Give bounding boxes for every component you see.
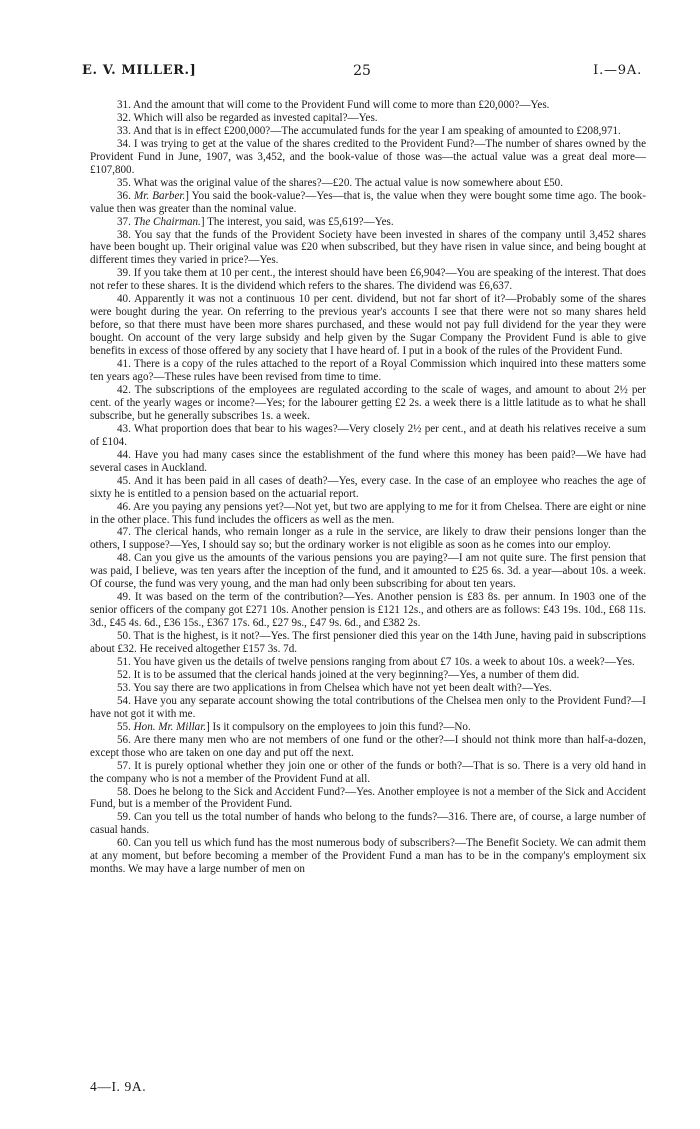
evidence-paragraph: 42. The subscriptions of the employees are regulated according to the scale of wages, and amount to about 2½ per cent. of the yearly wages or income?—Yes; for the labourer getting £2 2s. a week there is a little latitude as to what he shall subscribe, but he generally subscribes 1s. a week. <box>90 383 646 422</box>
evidence-paragraph: 57. It is purely optional whether they join one or other of the funds or both?—That is so. There is a very old hand in the company who is not a member of the Provident Fund at all. <box>90 759 646 785</box>
question-number: 36. <box>117 189 135 202</box>
evidence-paragraph: 31. And the amount that will come to the Provident Fund will come to more than £20,000?—Yes. <box>117 99 550 111</box>
question-number: 37. <box>117 215 134 228</box>
paragraph-text: ] The interest, you said, was £5,619?—Yes. <box>200 215 394 228</box>
evidence-paragraph: 54. Have you any separate account showing the total contributions of the Chelsea men only to the Provident Fund?—I have not got it with me. <box>90 694 646 720</box>
evidence-paragraph: 51. You have given us the details of twelve pensions ranging from about £7 10s. a week to about 10s. a week?—Yes. <box>117 655 635 668</box>
document-reference: I.—9A. <box>593 63 642 78</box>
printer-signature: 4—I. 9A. <box>90 1079 147 1094</box>
evidence-paragraph: 33. And that is in effect £200,000?—The accumulated funds for the year I am speaking of amounted to £208,971. <box>117 124 621 137</box>
evidence-paragraph: 44. Have you had many cases since the establishment of the fund where this money has been paid?—We have had several cases in Auckland. <box>90 448 646 474</box>
evidence-paragraph: 38. You say that the funds of the Provident Society have been invested in shares of the company until 3,452 shares have been bought up. Their original value was £20 when subscribed, but they have risen in value since, and being bought at different times they varied in price?—Yes. <box>90 228 646 267</box>
evidence-body <box>90 99 646 876</box>
evidence-paragraph <box>90 190 646 216</box>
page-number: 25 <box>353 63 371 79</box>
evidence-paragraph <box>90 216 646 229</box>
evidence-paragraph: 49. It was based on the term of the contribution?—Yes. Another pension is £83 8s. per annum. In 1903 one of the senior officers of the company got £271 10s. Another pension is £121 12s., and others are as follows: £43 19s. 10d., £68 11s. 3d., £45 4s. 6d., £36 15s., £367 17s. 6d., £27 9s., £47 9s. 6d., and £382 2s. <box>90 591 646 630</box>
evidence-paragraph: 50. That is the highest, is it not?—Yes. The first pensioner died this year on the 14th June, having paid in subscriptions about £32. He received altogether £157 3s. 7d. <box>90 630 646 656</box>
speaker-name: Hon. Mr. Millar. <box>133 720 207 733</box>
evidence-paragraph: 35. What was the original value of the shares?—£20. The actual value is now somewhere about £50. <box>117 176 563 189</box>
question-number: 55. <box>117 720 134 733</box>
evidence-paragraph: 48. Can you give us the amounts of the various pensions you are paying?—I am not quite sure. The first pension that was paid, I believe, was ten years after the inception of the fund, and it amounted to £25 6s. 3d. a year—about 10s. a week. Of course, the fund was very young, and the man had only been subscribing for about ten years. <box>90 552 646 591</box>
paragraph-text: ] Is it compulsory on the employees to join this fund?—No. <box>206 720 471 733</box>
paragraph-text: ] You said the book-value?—Yes—that is, the value when they were bought some time ago. The book-value then was greater than the nominal value. <box>90 189 646 215</box>
evidence-paragraph: 43. What proportion does that bear to his wages?—Very closely 2½ per cent., and at death his relatives receive a sum of £104. <box>90 422 646 448</box>
evidence-paragraph <box>90 721 646 734</box>
evidence-paragraph: 53. You say there are two applications in from Chelsea which have not yet been dealt with?—Yes. <box>117 681 552 694</box>
witness-name: E. V. MILLER.] <box>82 63 197 78</box>
evidence-paragraph: 58. Does he belong to the Sick and Accident Fund?—Yes. Another employee is not a member of the Sick and Accident Fund, but is a member of the Provident Fund. <box>90 785 646 811</box>
evidence-paragraph: 45. And it has been paid in all cases of death?—Yes, every case. In the case of an employee who reaches the age of sixty he is entitled to a pension based on the actuarial report. <box>90 474 646 500</box>
evidence-paragraph: 34. I was trying to get at the value of the shares credited to the Provident Fund?—The number of shares owned by the Provident Fund in June, 1907, was 3,452, and the book-value of those was—the actual value was a great deal more—£107,800. <box>90 137 646 176</box>
speaker-name: Mr. Barber. <box>134 189 186 202</box>
page-header <box>82 63 642 81</box>
evidence-paragraph: 60. Can you tell us which fund has the most numerous body of subscribers?—The Benefit Society. We can admit them at any moment, but before becoming a member of the Provident Fund a man has to be in the company's employment six months. We may have a large number of men on <box>90 837 646 876</box>
evidence-paragraph: 41. There is a copy of the rules attached to the report of a Royal Commission which inquired into these matters some ten years ago?—These rules have been revised from time to time. <box>90 358 646 384</box>
evidence-paragraph: 39. If you take them at 10 per cent., the interest should have been £6,904?—You are speaking of the interest. That does not refer to these shares. It is the dividend which refers to the shares. The dividend was £6,637. <box>90 267 646 293</box>
evidence-paragraph: 47. The clerical hands, who remain longer as a rule in the service, are likely to draw their pensions longer than the others, I suppose?—Yes, I should say so; but the ordinary worker is not eligible as soon as he comes into our employ. <box>90 526 646 552</box>
speaker-name: The Chairman. <box>133 215 201 228</box>
evidence-paragraph: 56. Are there many men who are not members of one fund or the other?—I should not think more than half-a-dozen, except those who are taken on one day and put off the next. <box>90 733 646 759</box>
evidence-paragraph: 40. Apparently it was not a continuous 10 per cent. dividend, but not far short of it?—Probably some of the shares were bought during the year. On referring to the previous year's accounts I see that there were not so many shares held before, so that there must have been more shares purchased, and these would not pay full dividend for the year they were bought. On account of the very large subsidy and help given by the Sugar Company the Provident Fund is able to give benefits in excess of those offered by any society that I have heard of. I put in a book of the rules of the Provident Fund. <box>90 293 646 358</box>
evidence-paragraph: 52. It is to be assumed that the clerical hands joined at the very beginning?—Yes, a number of them did. <box>117 668 580 681</box>
evidence-paragraph: 59. Can you tell us the total number of hands who belong to the funds?—316. There are, of course, a large number of casual hands. <box>90 811 646 837</box>
evidence-paragraph: 46. Are you paying any pensions yet?—Not yet, but two are applying to me for it from Chelsea. There are eight or nine in the other place. This fund includes the officers as well as the men. <box>90 500 646 526</box>
evidence-paragraph: 32. Which will also be regarded as invested capital?—Yes. <box>117 111 378 124</box>
